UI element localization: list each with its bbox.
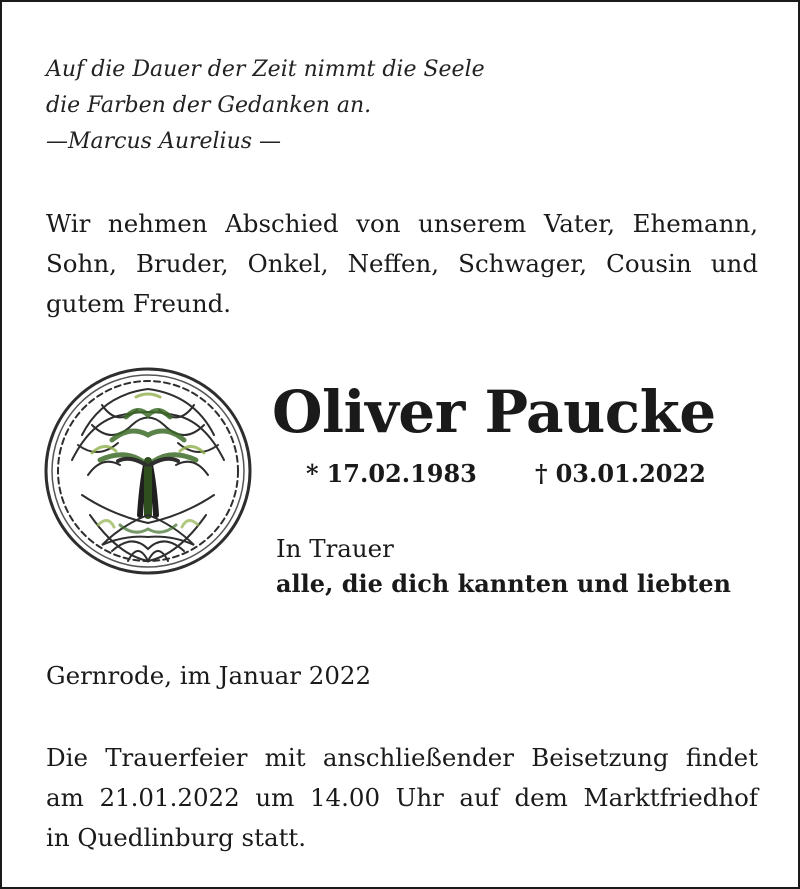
- quote-line-2: die Farben der Gedanken an.: [46, 93, 372, 118]
- death-date: [535, 456, 706, 492]
- death-symbol: †: [535, 459, 548, 488]
- farewell-line-3: gutem Freund.: [46, 289, 232, 318]
- birth-symbol: *: [306, 459, 319, 488]
- place-date: Gernrode, im Januar 2022: [46, 661, 372, 690]
- farewell-line-1: Wir nehmen Abschied von unserem Vater, Ehemann,: [46, 209, 758, 238]
- service-line-3: in Quedlinburg statt.: [46, 823, 307, 852]
- birth-date: [306, 456, 477, 492]
- farewell-line-2: Sohn, Bruder, Onkel, Neffen, Schwager, Cousin und: [46, 249, 758, 278]
- tree-of-life-icon: [42, 365, 254, 577]
- service-info: [46, 738, 758, 858]
- quote-line-1: Auf die Dauer der Zeit nimmt die Seele: [46, 57, 485, 82]
- mourning-label: In Trauer: [276, 534, 394, 563]
- service-line-2: am 21.01.2022 um 14.00 Uhr auf dem Marktfriedhof: [46, 783, 758, 812]
- birth-date-value: 17.02.1983: [326, 459, 477, 488]
- deceased-name: Oliver Paucke: [272, 378, 716, 446]
- mourners-text: alle, die dich kannten und liebten: [276, 569, 731, 598]
- farewell-text: [46, 204, 758, 324]
- service-line-1: Die Trauerfeier mit anschließender Beisetzung findet: [46, 743, 758, 772]
- quote-block: [46, 52, 485, 160]
- quote-author: —Marcus Aurelius —: [46, 129, 282, 154]
- death-date-value: 03.01.2022: [555, 459, 706, 488]
